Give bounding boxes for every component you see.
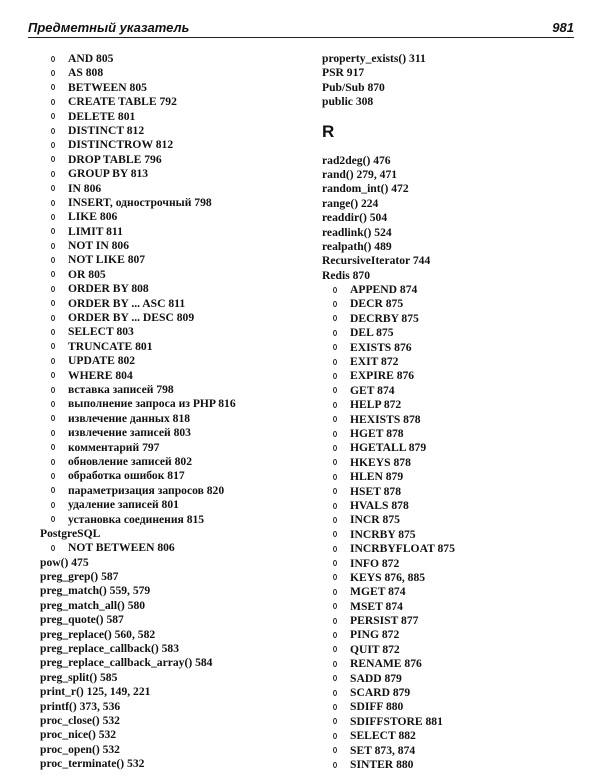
index-subentry: INCR 875: [322, 513, 584, 527]
index-subentry: GET 874: [322, 384, 584, 398]
index-subentry: CREATE TABLE 792: [40, 95, 302, 109]
index-subentry: HSET 878: [322, 485, 584, 499]
index-subentry: SINTER 880: [322, 758, 584, 772]
index-subentry: SDIFF 880: [322, 700, 584, 714]
index-subentry: BETWEEN 805: [40, 81, 302, 95]
index-subentry: DISTINCTROW 812: [40, 138, 302, 152]
index-subentry: GROUP BY 813: [40, 167, 302, 181]
index-subentry: HVALS 878: [322, 499, 584, 513]
running-head: [28, 18, 574, 38]
index-entry: proc_close() 532: [40, 713, 120, 727]
index-entry: preg_replace_callback() 583: [40, 642, 179, 656]
index-subentry: ORDER BY ... ASC 811: [40, 297, 302, 311]
index-subentry: DELETE 801: [40, 110, 302, 124]
index-subentry: комментарий 797: [40, 441, 302, 455]
index-subentry: NOT BETWEEN 806: [40, 541, 302, 555]
index-entry: Pub/Sub 870: [322, 80, 385, 94]
index-entry: readlink() 524: [322, 225, 392, 239]
index-subentry: MSET 874: [322, 600, 584, 614]
index-entry: random_int() 472: [322, 182, 409, 196]
index-entry: proc_nice() 532: [40, 728, 117, 742]
index-subentry: SCARD 879: [322, 686, 584, 700]
index-subentry: SELECT 803: [40, 325, 302, 339]
index-subentry: QUIT 872: [322, 643, 584, 657]
index-subentry: ORDER BY 808: [40, 282, 302, 296]
index-entry: preg_quote() 587: [40, 613, 124, 627]
index-entry: property_exists() 311: [322, 52, 426, 65]
index-subentry: EXPIRE 876: [322, 369, 584, 383]
index-subentry: MGET 874: [322, 585, 584, 599]
index-column-right: [322, 52, 584, 772]
index-entry: preg_split() 585: [40, 670, 118, 684]
index-entry: public 308: [322, 95, 374, 109]
index-subentry: EXISTS 876: [322, 341, 584, 355]
index-subentry: установка соединения 815: [40, 513, 302, 527]
index-subentry: DEL 875: [322, 326, 584, 340]
index-subentry: выполнение запроса из PHP 816: [40, 397, 302, 411]
index-subentry: TRUNCATE 801: [40, 340, 302, 354]
index-subentry: NOT LIKE 807: [40, 253, 302, 267]
index-subentry: AS 808: [40, 66, 302, 80]
section-letter: R: [322, 121, 335, 141]
index-subentry: обновление записей 802: [40, 455, 302, 469]
index-subentry: IN 806: [40, 182, 302, 196]
index-entry: PSR 917: [322, 66, 365, 80]
index-entry: rad2deg() 476: [322, 153, 391, 167]
index-column-left: [40, 52, 302, 772]
index-subentry: HGETALL 879: [322, 441, 584, 455]
index-subentry: извлечение записей 803: [40, 426, 302, 440]
index-subentry: RENAME 876: [322, 657, 584, 671]
index-subentry: PERSIST 877: [322, 614, 584, 628]
index-entry: rand() 279, 471: [322, 167, 398, 181]
index-subentry: параметризация запросов 820: [40, 484, 302, 498]
index-entry: PostgreSQL: [40, 526, 101, 540]
index-subentry: вставка записей 798: [40, 383, 302, 397]
index-subentry: HELP 872: [322, 398, 584, 412]
index-subentry: INSERT, однострочный 798: [40, 196, 302, 210]
index-subentry: NOT IN 806: [40, 239, 302, 253]
index-subentry: AND 805: [40, 52, 302, 66]
index-subentry: INFO 872: [322, 557, 584, 571]
index-entry: proc_open() 532: [40, 742, 120, 756]
index-entry: preg_replace_callback_array() 584: [40, 656, 213, 670]
index-entry: readdir() 504: [322, 211, 388, 225]
index-subentry: извлечение данных 818: [40, 412, 302, 426]
index-entry: realpath() 489: [322, 239, 392, 253]
index-subentry: HKEYS 878: [322, 456, 584, 470]
index-entry: proc_terminate() 532: [40, 757, 145, 771]
index-subentry: обработка ошибок 817: [40, 469, 302, 483]
index-entry: preg_match_all() 580: [40, 598, 146, 612]
index-subentry: DECR 875: [322, 297, 584, 311]
index-entry: RecursiveIterator 744: [322, 254, 431, 268]
index-entry: range() 224: [322, 196, 379, 210]
index-subentry: HLEN 879: [322, 470, 584, 484]
index-subentry: SDIFFSTORE 881: [322, 715, 584, 729]
index-subentry: ORDER BY ... DESC 809: [40, 311, 302, 325]
index-entry: pow() 475: [40, 555, 89, 569]
index-entry: print_r() 125, 149, 221: [40, 685, 151, 699]
index-subentry: SELECT 882: [322, 729, 584, 743]
page-number: 981: [552, 20, 574, 35]
index-subentry: INCRBY 875: [322, 528, 584, 542]
index-subentry: UPDATE 802: [40, 354, 302, 368]
index-subentry: LIMIT 811: [40, 225, 302, 239]
header-rule: [28, 37, 574, 38]
index-subentry: DROP TABLE 796: [40, 153, 302, 167]
index-subentry: удаление записей 801: [40, 498, 302, 512]
index-entry: preg_replace() 560, 582: [40, 627, 156, 641]
index-subentry: DISTINCT 812: [40, 124, 302, 138]
index-subentry: HEXISTS 878: [322, 413, 584, 427]
index-subentry: DECRBY 875: [322, 312, 584, 326]
index-entry: printf() 373, 536: [40, 699, 121, 713]
index-subentry: KEYS 876, 885: [322, 571, 584, 585]
index-entry: Redis 870: [322, 268, 370, 282]
index-entry: preg_grep() 587: [40, 570, 119, 584]
index-subentry: INCRBYFLOAT 875: [322, 542, 584, 556]
index-subentry: SADD 879: [322, 672, 584, 686]
running-head-title: Предметный указатель: [28, 20, 190, 35]
index-subentry: APPEND 874: [322, 283, 584, 297]
index-subentry: EXIT 872: [322, 355, 584, 369]
index-subentry: OR 805: [40, 268, 302, 282]
index-entry: preg_match() 559, 579: [40, 584, 151, 598]
index-subentry: PING 872: [322, 628, 584, 642]
index-subentry: HGET 878: [322, 427, 584, 441]
index-subentry: SET 873, 874: [322, 744, 584, 758]
index-subentry: LIKE 806: [40, 210, 302, 224]
index-subentry: WHERE 804: [40, 369, 302, 383]
